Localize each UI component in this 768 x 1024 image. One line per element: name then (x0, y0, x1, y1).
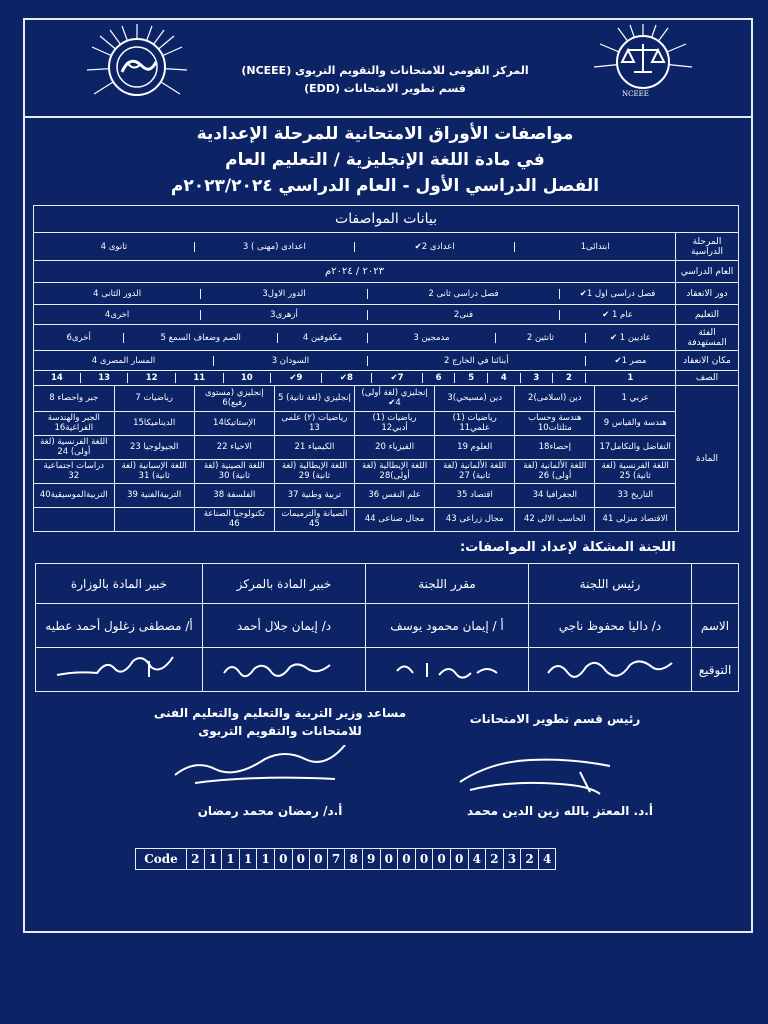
subject-cell: تربية وطنية 37 (274, 483, 354, 507)
subject-cell: إنجليزي (لغة أولى) 4✔ (355, 386, 435, 411)
committee-sign-label: التوقيع (692, 648, 739, 692)
approval-right-signature (450, 752, 620, 806)
subject-cell: اللغة الإيطالية (لغة أولى)28 (355, 459, 435, 483)
subject-cell: علم النفس 36 (355, 483, 435, 507)
subject-cell: الفلسفة 38 (194, 483, 274, 507)
grade-cell: 12 (128, 373, 176, 383)
subject-cell: اللغة الإسبانية (لغة ثانية) 31 (114, 459, 194, 483)
session-option-1: فصل دراسى اول 1✔ (560, 289, 675, 299)
committee-name-label: الاسم (692, 604, 739, 648)
grade-cell: 3 (520, 373, 553, 383)
subject-cell: إنجليزي (مستوى رفيع)6 (194, 386, 274, 411)
grade-cell: 4 (487, 373, 520, 383)
label-grade: الصف (676, 371, 739, 386)
subject-cell: رياضيات (1) علمي11 (435, 411, 515, 435)
education-option-1: عام 1 ✔ (560, 310, 675, 320)
title-line-3: الفصل الدراسي الأول - العام الدراسي ٢٠٢٣/٢٠٢٤م (170, 176, 600, 196)
category-option-5: الصم وضعاف السمع 5 (124, 333, 278, 343)
header-divider (25, 116, 751, 118)
subject-cell: اللغة الإيطالية (لغة ثانية) 29 (274, 459, 354, 483)
subject-cell: تكنولوجيا الصناعة 46 (194, 507, 274, 531)
subject-cell: الفيزياء 20 (355, 435, 435, 459)
subject-cell: اللغة الألمانية (لغة ثانية) 27 (435, 459, 515, 483)
subject-cell (34, 507, 114, 531)
label-stage: المرحلة الدراسية (676, 233, 739, 261)
subject-cell: التفاضل والتكامل17 (595, 435, 675, 459)
spec-section-title: بيانات المواصفات (34, 206, 739, 233)
category-option-1: عاديين 1 ✔ (585, 333, 675, 343)
signature-1 (529, 648, 692, 692)
code-digit: 0 (415, 849, 433, 870)
place-option-4: المسار المصرى 4 (91, 355, 156, 366)
code-digit: 2 (521, 849, 539, 870)
grade-cell: 11 (175, 373, 223, 383)
subject-grid (34, 386, 675, 531)
code-digit: 2 (486, 849, 504, 870)
grade-cell: 10 (223, 373, 271, 383)
subject-cell: التربيةالموسيقية40 (39, 490, 108, 500)
subject-cell: الجيولوجيا 23 (114, 435, 194, 459)
grade-cell: 14 (51, 373, 63, 383)
code-digit: 9 (362, 849, 380, 870)
code-digit: 0 (274, 849, 292, 870)
label-subject: المادة (676, 386, 739, 532)
subject-cell: الصيانة والترميمات 45 (274, 507, 354, 531)
subject-cell: التربيةالفنية 39 (114, 483, 194, 507)
education-option-4: اخرى4 (104, 309, 130, 320)
header-center-line-2: قسم تطوير الامتحانات (EDD) (304, 82, 466, 95)
subject-cell: العلوم 19 (435, 435, 515, 459)
academic-year-value: ٢٠٢٣ / ٢٠٢٤م (34, 261, 676, 283)
category-option-3: مدمجين 3 (367, 333, 495, 343)
grade-cell: 5 (455, 373, 488, 383)
subject-cell: التاريخ 33 (595, 483, 675, 507)
label-place: مكان الانعقاد (676, 351, 739, 371)
subject-cell (114, 507, 194, 531)
code-digit: 8 (345, 849, 363, 870)
code-digit: 1 (204, 849, 222, 870)
grade-cell: 2 (553, 373, 586, 383)
code-digit: 4 (468, 849, 486, 870)
code-label: Code (136, 849, 187, 870)
place-option-2: أبنائنا في الخارج 2 (367, 356, 585, 366)
subject-cell: جبر واحصاء 8 (49, 393, 99, 404)
subject-cell: الإستاتيكا14 (194, 411, 274, 435)
stage-option-2: اعدادى 2✔ (355, 242, 515, 252)
grade-cell: 6 (422, 373, 455, 383)
place-option-1: مصر 1✔ (585, 356, 675, 366)
subject-cell: هندسة والقياس 9 (595, 411, 675, 435)
grade-cell: 9✔ (271, 373, 322, 383)
code-digit: 0 (450, 849, 468, 870)
code-strip (135, 848, 556, 870)
committee-role: خبير المادة بالمركز (203, 564, 366, 604)
subject-cell: اقتصاد 35 (435, 483, 515, 507)
subject-cell: مجال صناعى 44 (355, 507, 435, 531)
code-digit: 7 (327, 849, 345, 870)
subject-cell: الاحياء 22 (194, 435, 274, 459)
committee-heading: اللجنة المشكلة لإعداد المواصفات: (460, 540, 676, 555)
subject-cell: دين (اسلامى)2 (515, 386, 595, 411)
code-digit: 0 (380, 849, 398, 870)
stage-option-1: ابتدائى1 (515, 242, 675, 252)
approval-left-title-1: مساعد وزير التربية والتعليم والتعليم الفنى (153, 706, 407, 720)
subject-cell: دراسات اجتماعية 32 (43, 461, 105, 481)
subject-cell: اللغة الصينية (لغة ثانية) 30 (194, 459, 274, 483)
approval-left-name: أ.د/ رمضان محمد رمضان (197, 804, 343, 818)
subject-cell: إحصاء18 (515, 435, 595, 459)
committee-table (35, 563, 739, 692)
subject-cell: إنجليزي (لغة ثانية) 5 (274, 386, 354, 411)
committee-corner (692, 564, 739, 604)
committee-name: أ/ مصطفى زغلول أحمد عطيه (36, 604, 203, 648)
code-digit: 0 (292, 849, 310, 870)
nceee-logo-text: NCEEE (622, 90, 649, 98)
committee-role: خبير المادة بالوزارة (36, 564, 203, 604)
subject-cell: الحاسب الالى 42 (515, 507, 595, 531)
committee-role: مقرر اللجنة (366, 564, 529, 604)
session-option-4: الدور الثانى 4 (93, 288, 142, 299)
signature-4 (36, 648, 203, 692)
category-option-4: مكفوفين 4 (278, 333, 368, 343)
education-option-2: فنى2 (367, 310, 559, 320)
grade-cell: 1 (585, 373, 675, 383)
committee-name: أ / إيمان محمود يوسف (366, 604, 529, 648)
approval-right-name: أ.د. المعتز بالله زين الدين محمد (467, 804, 653, 818)
nceee-logo (588, 22, 698, 112)
grade-cell: 8✔ (321, 373, 372, 383)
code-digit: 1 (257, 849, 275, 870)
title-line-1: مواصفات الأوراق الامتحانية للمرحلة الإعدادية (196, 124, 574, 144)
subject-cell: مجال زراعى 43 (435, 507, 515, 531)
session-option-3: الدور الاول3 (201, 289, 368, 299)
session-option-2: فصل دراسى ثانى 2 (367, 289, 559, 299)
code-digit: 0 (398, 849, 416, 870)
signature-3 (203, 648, 366, 692)
category-option-2: ثانثين 2 (496, 333, 586, 343)
subject-cell: الاقتصاد منزلى 41 (595, 507, 675, 531)
header-center-line-1: المركز القومى للامتحانات والتقويم التربوى (NCEEE) (241, 64, 529, 77)
subject-cell: رياضيات (٢) علمى 13 (274, 411, 354, 435)
subject-cell: اللغة الألمانية (لغة أولى) 26 (515, 459, 595, 483)
approval-right-title: رئيس قسم تطوير الامتحانات (469, 712, 641, 726)
label-education: التعليم (676, 305, 739, 325)
committee-name: د/ داليا محفوظ ناجي (529, 604, 692, 648)
grade-cell: 7✔ (372, 373, 423, 383)
subject-cell: دين (مسيحي)3 (435, 386, 515, 411)
edd-logo (82, 22, 192, 112)
code-digit: 2 (187, 849, 205, 870)
code-digit: 0 (310, 849, 328, 870)
label-category: الفئة المستهدفة (676, 325, 739, 351)
code-digit: 1 (239, 849, 257, 870)
committee-name: د/ إيمان جلال أحمد (203, 604, 366, 648)
stage-option-3: اعدادى (مهنى ) 3 (194, 242, 354, 252)
committee-role: رئيس اللجنة (529, 564, 692, 604)
code-digit: 1 (222, 849, 240, 870)
subject-cell: الجغرافيا 34 (515, 483, 595, 507)
code-digit: 3 (503, 849, 521, 870)
subject-cell: الجبر والهندسة الفراغية16 (47, 413, 100, 433)
education-option-3: أزهرى3 (201, 310, 368, 320)
place-option-3: السودان 3 (214, 356, 368, 366)
subject-cell: الديناميكا15 (114, 411, 194, 435)
stage-option-4: ثانوى 4 (100, 241, 128, 252)
subject-cell: عربي 1 (595, 386, 675, 411)
subject-cell: رياضيات (1) أدبي12 (355, 411, 435, 435)
label-year: العام الدراسي (676, 261, 739, 283)
grade-cell: 13 (80, 373, 128, 383)
subject-cell: اللغة الفرنسية (لغة ثانية) 25 (595, 459, 675, 483)
code-digit: 0 (433, 849, 451, 870)
signature-2 (366, 648, 529, 692)
subject-cell: هندسة وحساب مثلثات10 (515, 411, 595, 435)
subject-cell: اللغة الفرنسية (لغة أولى) 24 (40, 437, 108, 457)
category-option-6: أخرى6 (66, 332, 91, 343)
approval-left-title-2: للامتحانات والتقويم التربوى (198, 724, 362, 738)
title-line-2: في مادة اللغة الإنجليزية / التعليم العام (225, 150, 545, 170)
label-session: دور الانعقاد (676, 283, 739, 305)
approval-left-signature (165, 745, 365, 799)
subject-cell: رياضيات 7 (114, 386, 194, 411)
subject-cell: الكيمياء 21 (274, 435, 354, 459)
code-digit: 4 (538, 849, 556, 870)
specification-table (33, 205, 739, 532)
